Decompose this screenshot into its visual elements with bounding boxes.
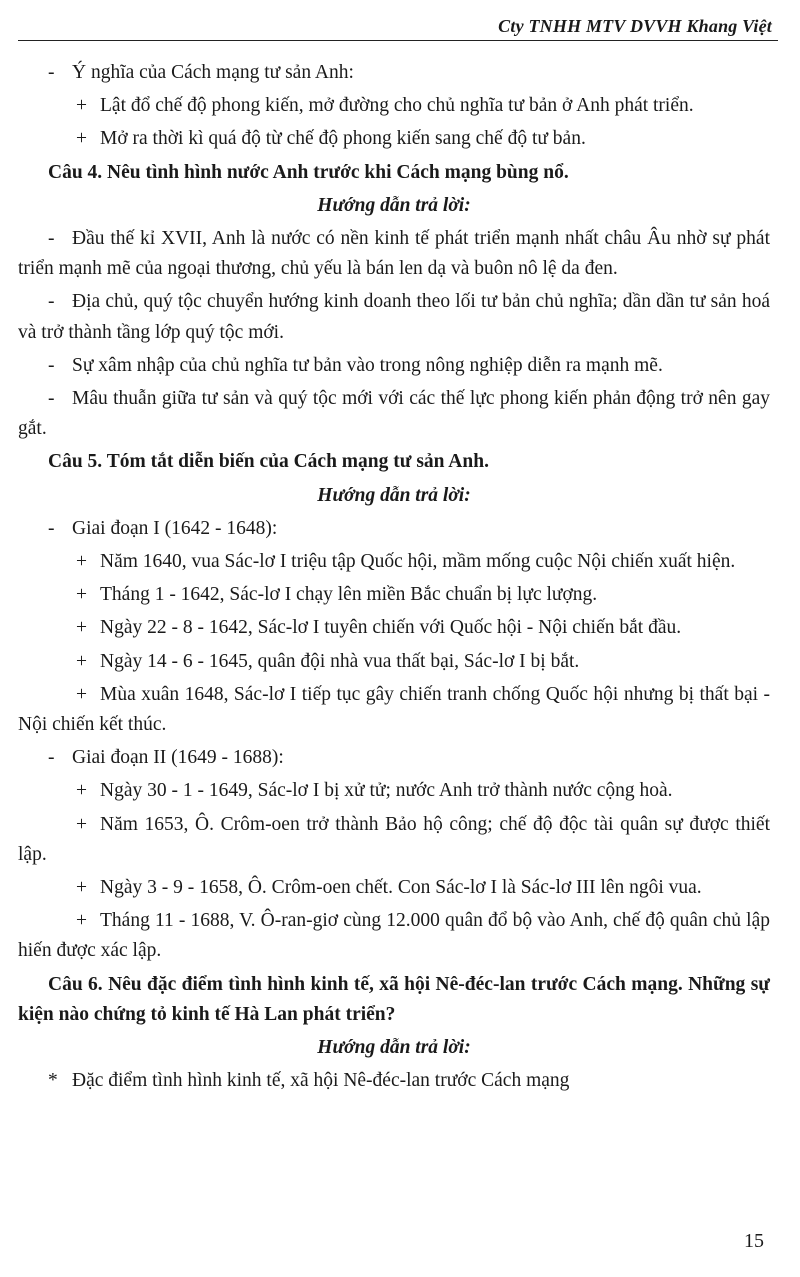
- paragraph-text: Đầu thế kỉ XVII, Anh là nước có nền kinh tế phát triển mạnh nhất châu Âu nhờ sự phát triển mạnh mẽ của ngoại thương, chủ yếu là bán len dạ và buôn nô lệ da đen.: [18, 228, 770, 280]
- bullet-marker: -: [48, 354, 55, 376]
- sub-bullet-paragraph: [18, 91, 770, 121]
- paragraph-text: Ngày 30 - 1 - 1649, Sác-lơ I bị xử tử; nước Anh trở thành nước cộng hoà.: [100, 780, 673, 802]
- bullet-marker: -: [48, 388, 55, 410]
- question-heading: Câu 6. Nêu đặc điểm tình hình kinh tế, xã hội Nê-đéc-lan trước Cách mạng. Những sự kiện nào chứng tỏ kinh tế Hà Lan phát triển?: [18, 973, 770, 1025]
- bullet-marker: +: [76, 813, 87, 835]
- bullet-marker: -: [48, 291, 55, 313]
- bullet-paragraph: [18, 514, 770, 544]
- paragraph-text: Mùa xuân 1648, Sác-lơ I tiếp tục gây chiến tranh chống Quốc hội nhưng bị thất bại - Nội chiến kết thúc.: [18, 683, 770, 736]
- bullet-paragraph: [18, 384, 770, 444]
- sub-bullet-paragraph: [18, 580, 770, 610]
- page-body: [18, 58, 770, 1100]
- bullet-marker: +: [76, 584, 87, 606]
- paragraph-text: Ngày 22 - 8 - 1642, Sác-lơ I tuyên chiến với Quốc hội - Nội chiến bắt đầu.: [100, 617, 682, 639]
- bullet-marker: +: [76, 683, 87, 705]
- bullet-paragraph: [18, 1066, 770, 1096]
- sub-bullet-paragraph: [18, 547, 770, 577]
- paragraph-text: Địa chủ, quý tộc chuyển hướng kinh doanh theo lối tư bản chủ nghĩa; dần dần tư sản hoá và trở thành tầng lớp quý tộc mới.: [18, 291, 770, 343]
- paragraph-text: Tháng 11 - 1688, V. Ô-ran-giơ cùng 12.000 quân đổ bộ vào Anh, chế độ quân chủ lập hiến được xác lập.: [18, 910, 770, 962]
- bullet-marker: +: [76, 650, 87, 672]
- bullet-marker: +: [76, 910, 87, 932]
- bullet-marker: +: [76, 128, 87, 150]
- paragraph-text: Ý nghĩa của Cách mạng tư sản Anh:: [72, 62, 354, 83]
- sub-bullet-paragraph: [18, 680, 770, 740]
- question-heading: Câu 5. Tóm tắt diễn biến của Cách mạng tư sản Anh.: [48, 451, 489, 473]
- bullet-marker: +: [76, 617, 87, 639]
- paragraph-text: Năm 1653, Ô. Crôm-oen trở thành Bảo hộ công; chế độ độc tài quân sự được thiết lập.: [18, 813, 770, 865]
- bullet-marker: -: [48, 228, 55, 250]
- bullet-marker: -: [48, 517, 55, 539]
- publisher-name: Cty TNHH MTV DVVH Khang Việt: [498, 16, 772, 36]
- sub-bullet-paragraph: [18, 124, 770, 154]
- sub-bullet-paragraph: [18, 613, 770, 643]
- bullet-paragraph: [18, 351, 770, 381]
- paragraph-text: Sự xâm nhập của chủ nghĩa tư bản vào trong nông nghiệp diễn ra mạnh mẽ.: [72, 354, 663, 376]
- sub-bullet-paragraph: [18, 776, 770, 806]
- sub-bullet-paragraph: [18, 810, 770, 870]
- paragraph-text: Ngày 3 - 9 - 1658, Ô. Crôm-oen chết. Con Sác-lơ I là Sác-lơ III lên ngôi vua.: [100, 877, 702, 899]
- bullet-paragraph: [18, 58, 770, 88]
- paragraph-text: Tháng 1 - 1642, Sác-lơ I chạy lên miền Bắc chuẩn bị lực lượng.: [100, 584, 598, 606]
- question-heading: Câu 4. Nêu tình hình nước Anh trước khi Cách mạng bùng nổ.: [48, 161, 569, 183]
- bullet-paragraph: [18, 287, 770, 347]
- bullet-marker: +: [76, 95, 87, 117]
- paragraph-text: Mở ra thời kì quá độ từ chế độ phong kiến sang chế độ tư bản.: [100, 128, 586, 150]
- paragraph-text: Năm 1640, vua Sác-lơ I triệu tập Quốc hội, mầm mống cuộc Nội chiến xuất hiện.: [100, 551, 736, 573]
- bullet-paragraph: [18, 224, 770, 284]
- paragraph-text: Đặc điểm tình hình kinh tế, xã hội Nê-đéc-lan trước Cách mạng: [72, 1070, 570, 1092]
- bullet-marker: -: [48, 747, 55, 769]
- bullet-paragraph: [18, 743, 770, 773]
- bullet-marker: +: [76, 780, 87, 802]
- bullet-marker: +: [76, 551, 87, 573]
- answer-guide-heading: Hướng dẫn trả lời:: [317, 194, 471, 216]
- sub-bullet-paragraph: [18, 873, 770, 903]
- bullet-marker: +: [76, 877, 87, 899]
- sub-bullet-paragraph: [18, 647, 770, 677]
- page-number: 15: [744, 1230, 764, 1252]
- answer-guide-heading: Hướng dẫn trả lời:: [317, 1037, 471, 1059]
- sub-bullet-paragraph: [18, 906, 770, 966]
- bullet-marker: *: [48, 1070, 58, 1092]
- paragraph-text: Mâu thuẫn giữa tư sản và quý tộc mới với các thế lực phong kiến phản động trở nên gay gắt.: [18, 388, 770, 440]
- answer-guide-heading: Hướng dẫn trả lời:: [317, 484, 471, 506]
- running-header: [18, 14, 778, 41]
- paragraph-text: Giai đoạn II (1649 - 1688):: [72, 747, 284, 769]
- paragraph-text: Ngày 14 - 6 - 1645, quân đội nhà vua thất bại, Sác-lơ I bị bắt.: [100, 650, 580, 672]
- paragraph-text: Giai đoạn I (1642 - 1648):: [72, 517, 278, 539]
- paragraph-text: Lật đổ chế độ phong kiến, mở đường cho chủ nghĩa tư bản ở Anh phát triển.: [100, 95, 694, 117]
- bullet-marker: -: [48, 62, 55, 83]
